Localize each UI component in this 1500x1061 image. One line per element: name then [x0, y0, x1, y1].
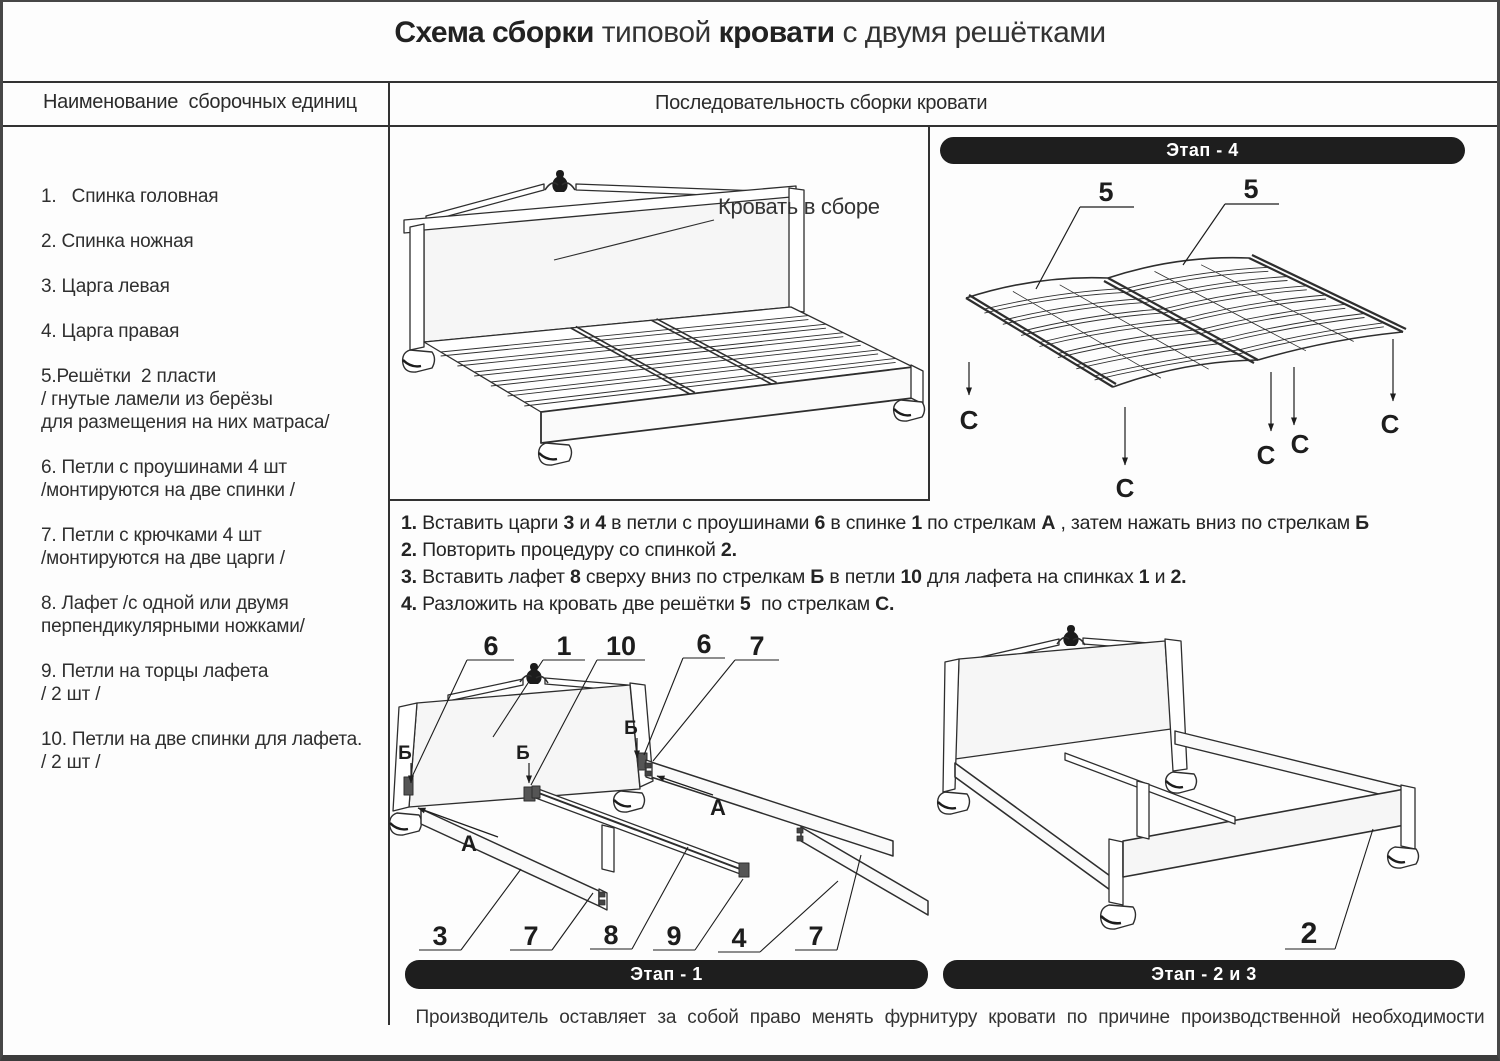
callout-8: 8	[603, 920, 619, 950]
bed-box-bottom-rule	[388, 499, 930, 501]
parts-list	[41, 185, 386, 796]
arrow-label-c: C	[1115, 473, 1135, 503]
title-part-2: типовой	[593, 16, 719, 49]
list-item: 7. Петли с крючками 4 шт /монтируются на две царги /	[41, 525, 285, 569]
instruction-line-4: 4. Разложить на кровать две решётки 5 по стрелкам С.	[401, 593, 895, 615]
arrow-label-c: C	[1380, 409, 1400, 439]
callout-5b: 5	[1243, 174, 1259, 204]
instruction-line-1: 1. Вставить царги 3 и 4 в петли с проушинами 6 в спинке 1 по стрелкам А , затем нажать вниз по стрелкам Б	[401, 512, 1369, 534]
callout-9: 9	[666, 921, 682, 951]
arrow-label-b: Б	[516, 743, 530, 764]
callout-7: 7	[808, 921, 824, 951]
arrow-label-b: Б	[624, 718, 638, 739]
list-item: 10. Петли на две спинки для лафета. / 2 шт /	[41, 729, 363, 773]
list-item: 8. Лафет /с одной или двумя перпендикулярными ножками/	[41, 593, 305, 637]
assembled-bed-caption: Кровать в сборе	[718, 194, 880, 219]
stage1-drawing	[393, 629, 938, 964]
callout-2: 2	[1300, 917, 1318, 950]
arrow-label-c: C	[959, 405, 979, 435]
arrow-label-a: А	[461, 831, 477, 856]
callout-6: 6	[483, 631, 499, 661]
stage4-drawing	[938, 167, 1468, 512]
title-part-3: кровати	[718, 16, 835, 49]
callout-4: 4	[731, 923, 747, 953]
stage4-banner: Этап - 4	[940, 137, 1465, 164]
header-bottom-rule	[3, 125, 1500, 127]
arrow-label-c: C	[1290, 429, 1310, 459]
list-item: 5.Решётки 2 пласти / гнутые ламели из берёзы для размещения на них матраса/	[41, 366, 330, 433]
left-column-header: Наименование сборочных единиц	[43, 91, 357, 113]
bed-box-right-rule	[928, 125, 930, 501]
callout-7: 7	[523, 921, 539, 951]
list-item: 3. Царга левая	[41, 276, 170, 297]
assembled-bed-drawing	[396, 132, 926, 497]
manufacturer-note: Производитель оставляет за собой право менять фурнитуру кровати по причине производственной необходимости	[415, 1007, 1485, 1028]
stage1-banner: Этап - 1	[405, 960, 928, 989]
list-item: 6. Петли с проушинами 4 шт /монтируются на две спинки /	[41, 457, 295, 501]
right-column-header: Последовательность сборки кровати	[655, 92, 988, 114]
callout-6: 6	[696, 629, 712, 659]
stage23-drawing	[943, 629, 1468, 961]
assembly-instructions	[401, 510, 1497, 618]
callout-3: 3	[432, 921, 448, 951]
list-item: 2. Спинка ножная	[41, 231, 194, 252]
callout-10: 10	[605, 631, 637, 661]
list-item: 1. Спинка головная	[41, 186, 219, 207]
arrow-label-b: Б	[398, 743, 412, 764]
title-part-1: Схема сборки	[394, 16, 594, 49]
list-item: 9. Петли на торцы лафета / 2 шт /	[41, 661, 269, 705]
arrow-label-c: C	[1256, 440, 1276, 470]
list-item: 4. Царга правая	[41, 321, 180, 342]
stage23-banner: Этап - 2 и 3	[943, 960, 1465, 989]
vase-ornament-icon	[545, 170, 575, 192]
page-title	[3, 16, 1497, 50]
callout-1: 1	[556, 631, 572, 661]
callout-5a: 5	[1098, 177, 1114, 207]
vase-ornament-icon	[1057, 625, 1085, 646]
column-divider	[388, 81, 390, 1025]
instruction-line-2: 2. Повторить процедуру со спинкой 2.	[401, 539, 737, 561]
callout-7: 7	[749, 631, 765, 661]
instruction-line-3: 3. Вставить лафет 8 сверху вниз по стрелкам Б в петли 10 для лафета на спинках 1 и 2.	[401, 566, 1187, 588]
arrow-label-a: А	[710, 795, 726, 820]
title-part-4: с двумя решётками	[834, 16, 1106, 49]
header-top-rule	[3, 81, 1500, 83]
